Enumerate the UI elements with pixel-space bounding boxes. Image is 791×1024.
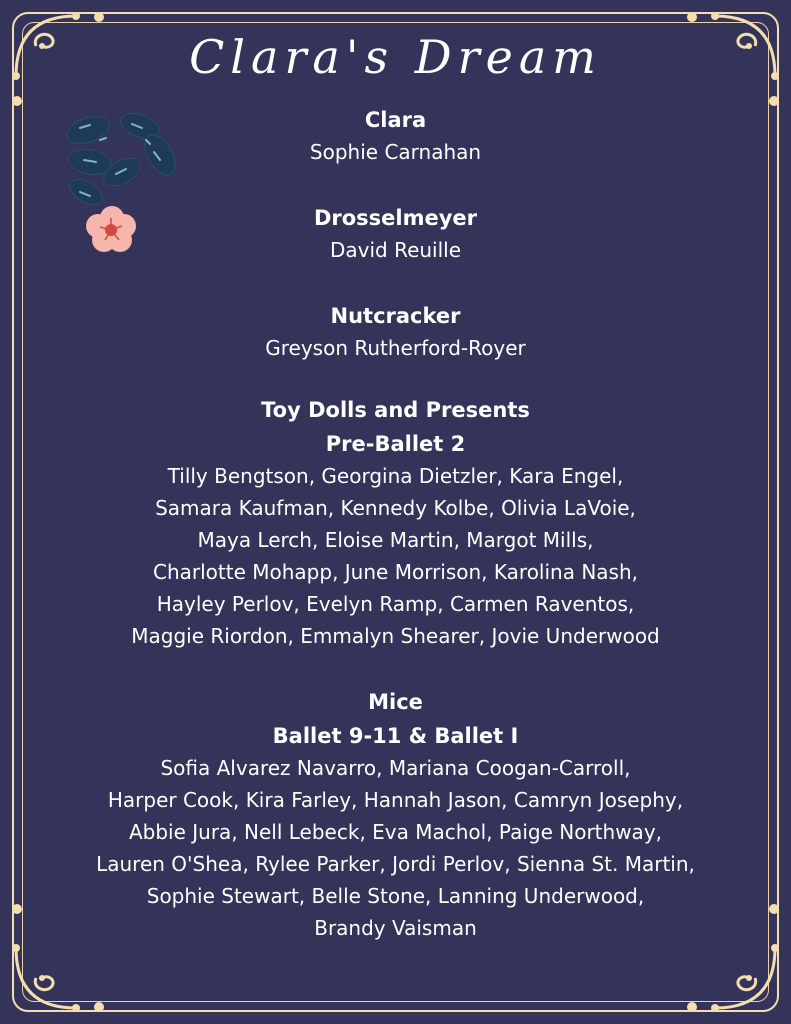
cast-line: Samara Kaufman, Kennedy Kolbe, Olivia LaVoie, [155,496,636,520]
cast-name: Sophie Carnahan [309,140,482,164]
cast-line: Hayley Perlov, Evelyn Ramp, Carmen Raventos, [156,592,635,616]
cast-line: Sofia Alvarez Navarro, Mariana Coogan-Carroll, [160,756,631,780]
cast-line: Lauren O'Shea, Rylee Parker, Jordi Perlov, Sienna St. Martin, [96,852,695,876]
role-heading: Mice [368,690,423,714]
ornament-dot [94,12,104,22]
corner-flourish-icon [705,938,785,1018]
cast-line: Sophie Stewart, Belle Stone, Lanning Underwood, [146,884,645,908]
class-subheading: Pre-Ballet 2 [325,432,466,456]
role-heading: Toy Dolls and Presents [261,398,530,422]
role-heading: Clara [364,108,427,132]
ornament-dot [687,12,697,22]
role-heading: Nutcracker [330,304,461,328]
cast-line: Tilly Bengtson, Georgina Dietzler, Kara Engel, [167,464,624,488]
cast-line: Abbie Jura, Nell Lebeck, Eva Machol, Paige Northway, [128,820,663,844]
cast-list [60,104,731,944]
cast-line: Harper Cook, Kira Farley, Hannah Jason, Camryn Josephy, [107,788,684,812]
class-subheading: Ballet 9-11 & Ballet I [272,724,519,748]
page-title: Clara's Dream [189,30,602,84]
ornament-dot [769,904,779,914]
ornament-dot [687,1002,697,1012]
ornament-dot [94,1002,104,1012]
corner-flourish-icon [6,938,86,1018]
cast-line: Brandy Vaisman [314,916,477,940]
cast-line: Maggie Riordon, Emmalyn Shearer, Jovie Underwood [131,624,660,648]
ornament-dot [769,96,779,106]
cast-name: David Reuille [329,238,462,262]
cast-line: Maya Lerch, Eloise Martin, Margot Mills, [197,528,594,552]
role-heading: Drosselmeyer [313,206,478,230]
ornament-dot [12,904,22,914]
cast-line: Charlotte Mohapp, June Morrison, Karolina Nash, [153,560,638,584]
ornament-dot [12,96,22,106]
cast-name: Greyson Rutherford-Royer [265,336,526,360]
